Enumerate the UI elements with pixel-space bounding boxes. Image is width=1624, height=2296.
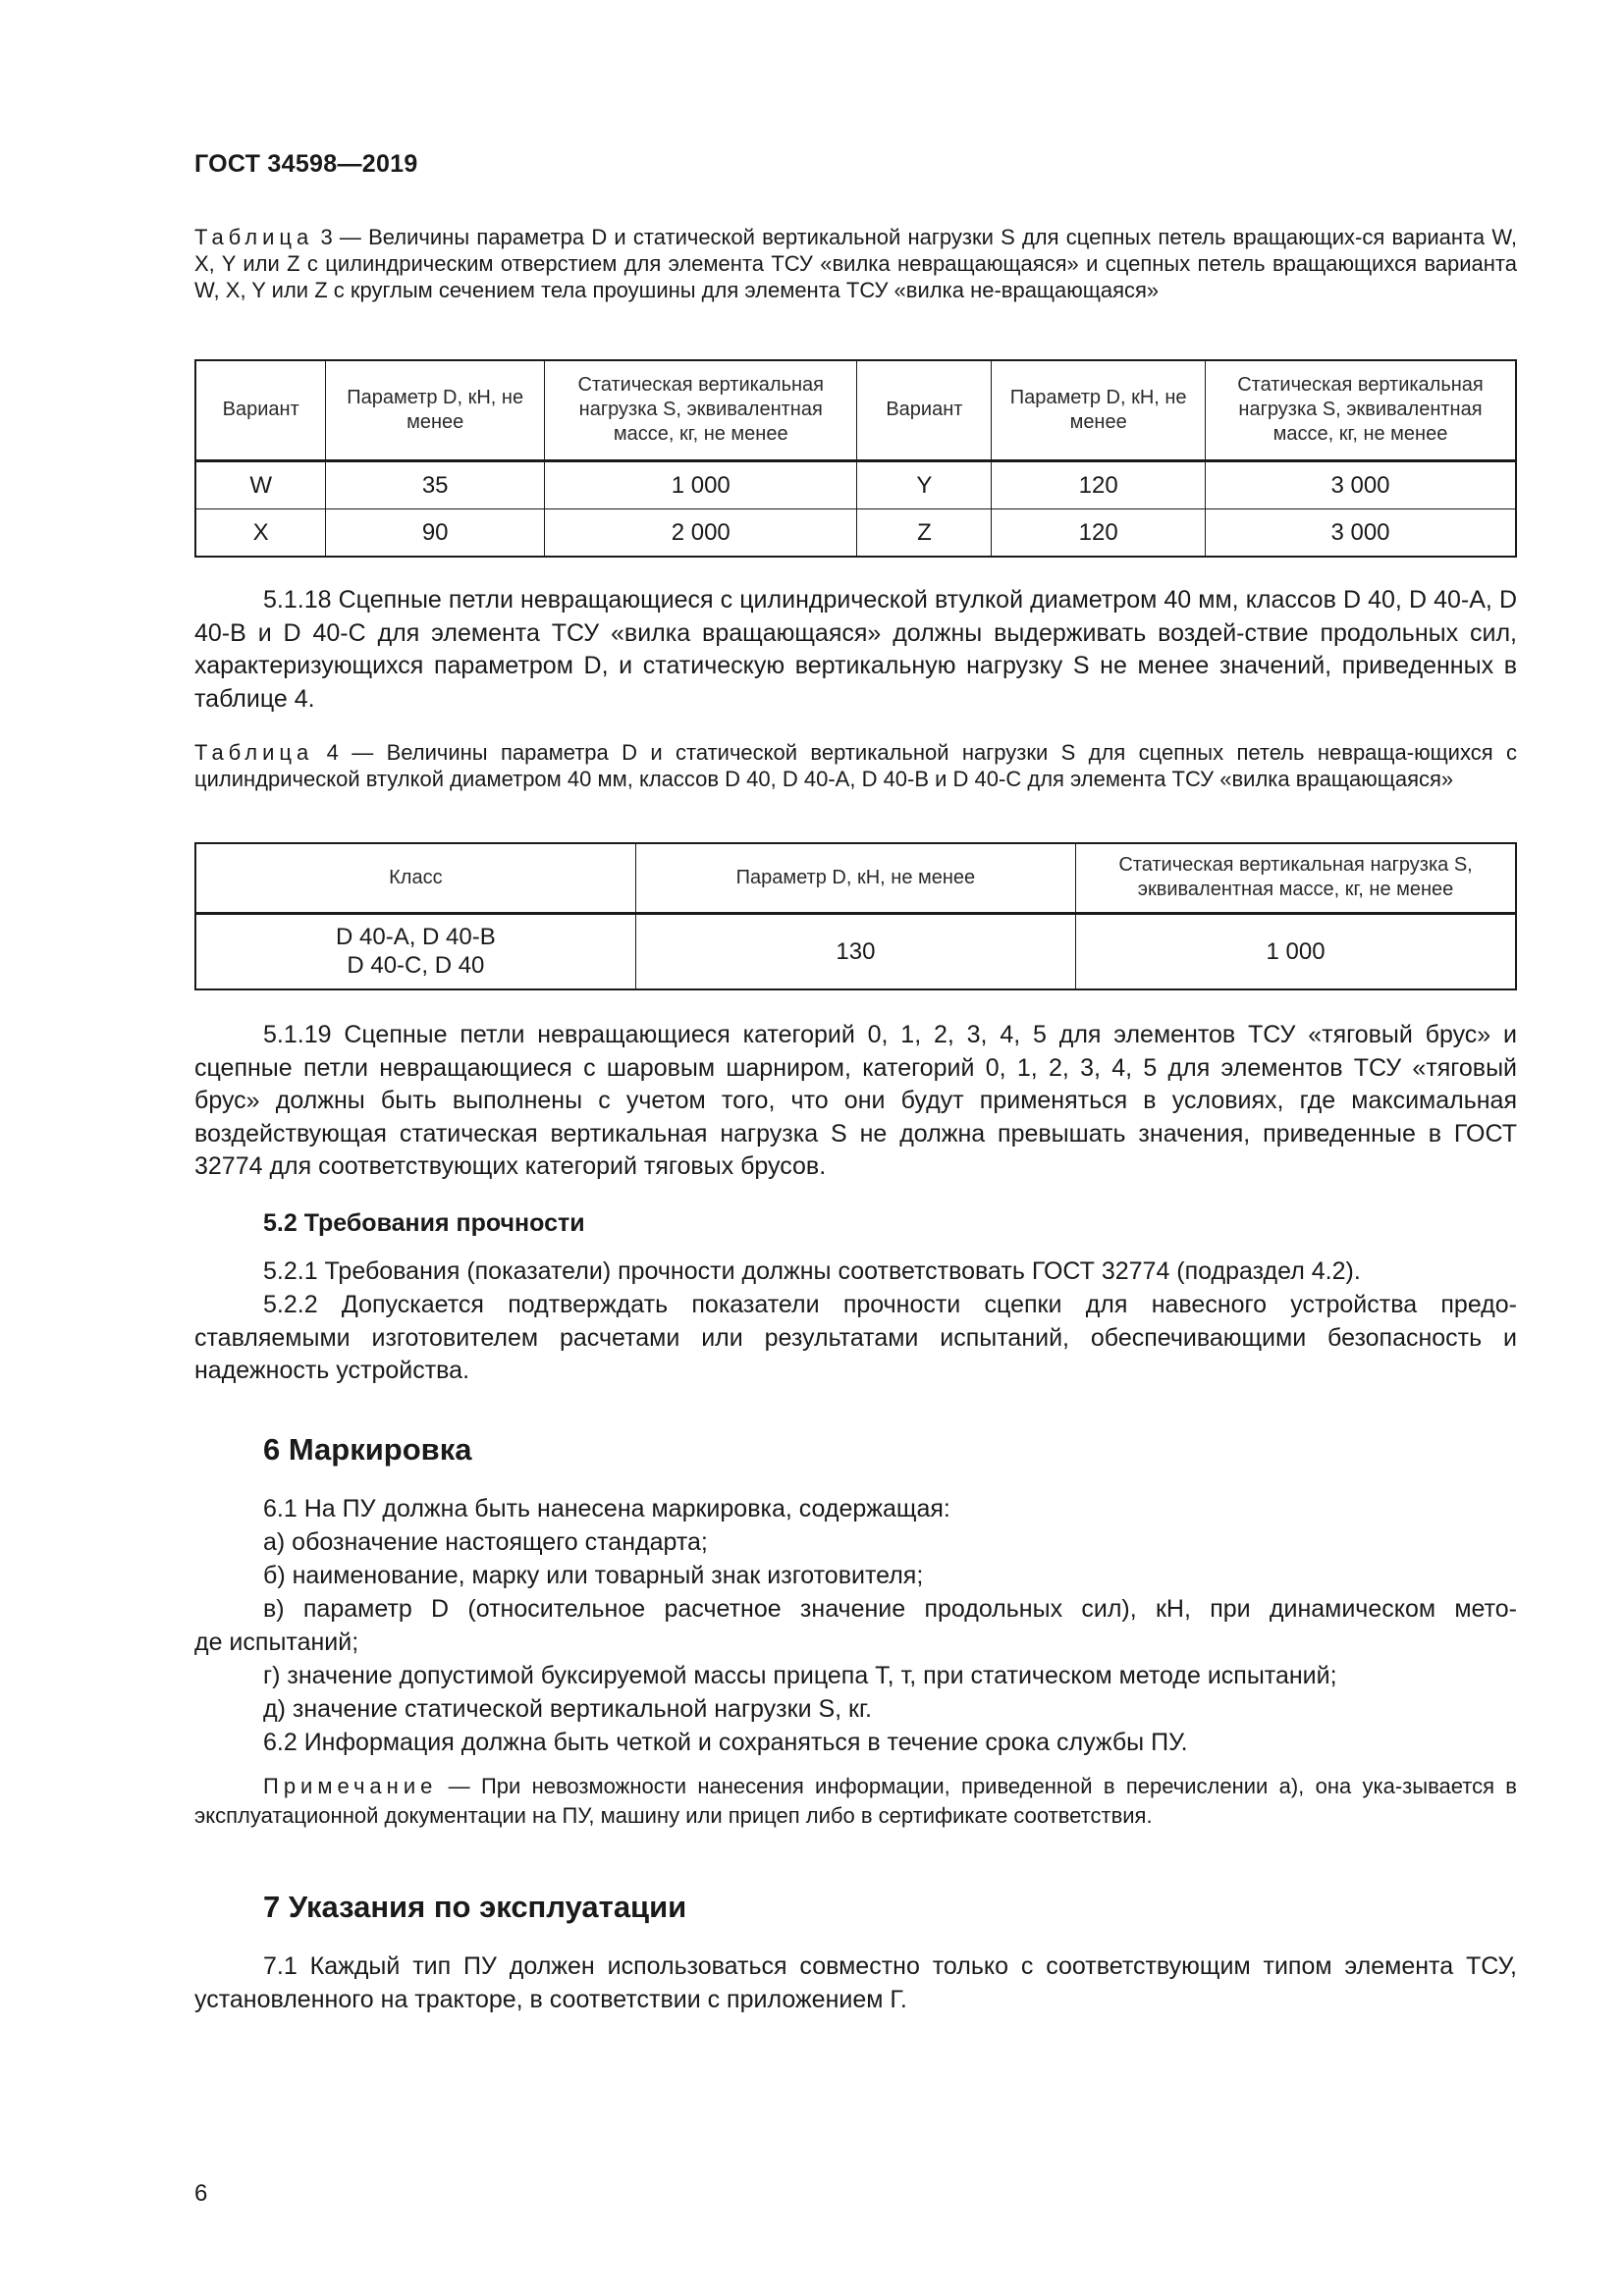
table4-cell-param: 130 bbox=[635, 913, 1075, 989]
table3-cell: Z bbox=[857, 508, 992, 557]
table3-cell: 120 bbox=[992, 460, 1206, 508]
document-header: ГОСТ 34598—2019 bbox=[194, 150, 418, 178]
paragraph-5-1-18 bbox=[194, 584, 1517, 716]
table3-cell: X bbox=[195, 508, 326, 557]
paragraph-5-2-2 bbox=[194, 1289, 1517, 1388]
section-6-title: 6 Маркировка bbox=[263, 1432, 472, 1467]
paragraph-5-1-19 bbox=[194, 1019, 1517, 1184]
table4-row bbox=[195, 913, 1516, 989]
table3-cell: W bbox=[195, 460, 326, 508]
paragraph-text: 7.1 Каждый тип ПУ должен использоваться совместно только с соответствующим типом элемента ТСУ, установленного на тракторе, в соответствии с приложением Г. bbox=[194, 1952, 1517, 2013]
table4-header-row bbox=[195, 843, 1516, 913]
note-label: Примечание bbox=[263, 1774, 438, 1798]
table3-col-header: Вариант bbox=[195, 360, 326, 460]
table4-cell-class bbox=[195, 913, 635, 989]
table3-row bbox=[195, 460, 1516, 508]
table3-caption-text: 3 — Величины параметра D и статической вертикальной нагрузки S для сцепных петель вращающих-ся варианта W, X, Y или Z с цилиндрическим отверстием для элемента ТСУ «вилка невращающаяся» и сцепных петель вращающихся варианта W, X, Y или Z с круглым сечением тела проушины для элемента ТСУ «вилка не-вращающаяся» bbox=[194, 225, 1517, 302]
list-item-b: б) наименование, марку или товарный знак изготовителя; bbox=[263, 1562, 924, 1589]
paragraph-5-2-1 bbox=[194, 1255, 1517, 1289]
paragraph-6-1: 6.1 На ПУ должна быть нанесена маркировка, содержащая: bbox=[263, 1495, 950, 1522]
table3 bbox=[194, 359, 1517, 558]
paragraph-text: 5.2.1 Требования (показатели) прочности должны соответствовать ГОСТ 32774 (подраздел 4.2). bbox=[263, 1257, 1361, 1285]
table3-col-header: Вариант bbox=[857, 360, 992, 460]
table3-col-header: Параметр D, кН, не менее bbox=[992, 360, 1206, 460]
table4-cell-load: 1 000 bbox=[1076, 913, 1516, 989]
table3-cell: 120 bbox=[992, 508, 1206, 557]
table4-col-header: Параметр D, кН, не менее bbox=[635, 843, 1075, 913]
table3-cell: 3 000 bbox=[1205, 460, 1516, 508]
table3-col-header: Статическая вертикальная нагрузка S, эквивалентная массе, кг, не менее bbox=[545, 360, 857, 460]
table4 bbox=[194, 842, 1517, 990]
table3-caption bbox=[194, 224, 1517, 303]
table3-cell: Y bbox=[857, 460, 992, 508]
table3-cell: 3 000 bbox=[1205, 508, 1516, 557]
list-item-d: д) значение статической вертикальной нагрузки S, кг. bbox=[263, 1695, 873, 1723]
page-number: 6 bbox=[194, 2180, 208, 2207]
section-7-title: 7 Указания по эксплуатации bbox=[263, 1890, 687, 1924]
table3-header-row bbox=[195, 360, 1516, 460]
section-5-2-title: 5.2 Требования прочности bbox=[263, 1209, 585, 1237]
table3-cell: 1 000 bbox=[545, 460, 857, 508]
table4-col-header: Класс bbox=[195, 843, 635, 913]
list-item-v-continued: де испытаний; bbox=[194, 1629, 359, 1656]
list-item-g: г) значение допустимой буксируемой массы прицепа T, т, при статическом методе испытаний; bbox=[263, 1662, 1337, 1689]
list-item-a: а) обозначение настоящего стандарта; bbox=[263, 1528, 708, 1556]
table4-class-line: D 40-A, D 40-B bbox=[336, 924, 496, 951]
paragraph-text: 5.2.2 Допускается подтверждать показатели прочности сцепки для навесного устройства предо-ставляемыми изготовителем расчетами или результатами испытаний, обеспечивающими безопасность и надежность устройства. bbox=[194, 1291, 1517, 1384]
table4-caption-label: Таблица bbox=[194, 740, 314, 765]
paragraph-7-1 bbox=[194, 1950, 1517, 2016]
note bbox=[194, 1772, 1517, 1831]
list-item-v: в) параметр D (относительное расчетное значение продольных сил), кН, при динамическом мето- bbox=[263, 1595, 1517, 1623]
table3-caption-label: Таблица bbox=[194, 225, 314, 249]
table4-caption bbox=[194, 739, 1517, 792]
table4-col-header: Статическая вертикальная нагрузка S, эквивалентная массе, кг, не менее bbox=[1076, 843, 1516, 913]
table4-class-line: D 40-C, D 40 bbox=[347, 952, 485, 980]
table3-row bbox=[195, 508, 1516, 557]
paragraph-6-2: 6.2 Информация должна быть четкой и сохраняться в течение срока службы ПУ. bbox=[263, 1729, 1188, 1756]
table4-caption-text: 4 — Величины параметра D и статической вертикальной нагрузки S для сцепных петель невраща-ющихся с цилиндрической втулкой диаметром 40 мм, классов D 40, D 40-A, D 40-B и D 40-C для элемента ТСУ «вилка вращающаяся» bbox=[194, 740, 1517, 791]
table3-col-header: Статическая вертикальная нагрузка S, эквивалентная массе, кг, не менее bbox=[1205, 360, 1516, 460]
paragraph-text: 5.1.19 Сцепные петли невращающиеся категорий 0, 1, 2, 3, 4, 5 для элементов ТСУ «тяговый брус» и сцепные петли невращающиеся с шаровым шарниром, категорий 0, 1, 2, 3, 4, 5 для элементов ТСУ «тяговый брус» должны быть выполнены с учетом того, что они будут применяться в условиях, где максимальная воздействующая статическая вертикальная нагрузка S не должна превышать значения, приведенные в ГОСТ 32774 для соответствующих категорий тяговых брусов. bbox=[194, 1021, 1517, 1180]
paragraph-text: 5.1.18 Сцепные петли невращающиеся с цилиндрической втулкой диаметром 40 мм, классов D 40, D 40-A, D 40-B и D 40-C для элемента ТСУ «вилка вращающаяся» должны выдерживать воздей-ствие продольных сил, характеризующихся параметром D, и статическую вертикальную нагрузку S не менее значений, приведенных в таблице 4. bbox=[194, 586, 1517, 713]
table3-col-header: Параметр D, кН, не менее bbox=[326, 360, 545, 460]
note-text: — При невозможности нанесения информации, приведенной в перечислении а), она ука-зывается в эксплуатационной документации на ПУ, машину или прицеп либо в сертификате соответствия. bbox=[194, 1774, 1517, 1828]
table3-cell: 90 bbox=[326, 508, 545, 557]
table3-cell: 2 000 bbox=[545, 508, 857, 557]
table3-cell: 35 bbox=[326, 460, 545, 508]
